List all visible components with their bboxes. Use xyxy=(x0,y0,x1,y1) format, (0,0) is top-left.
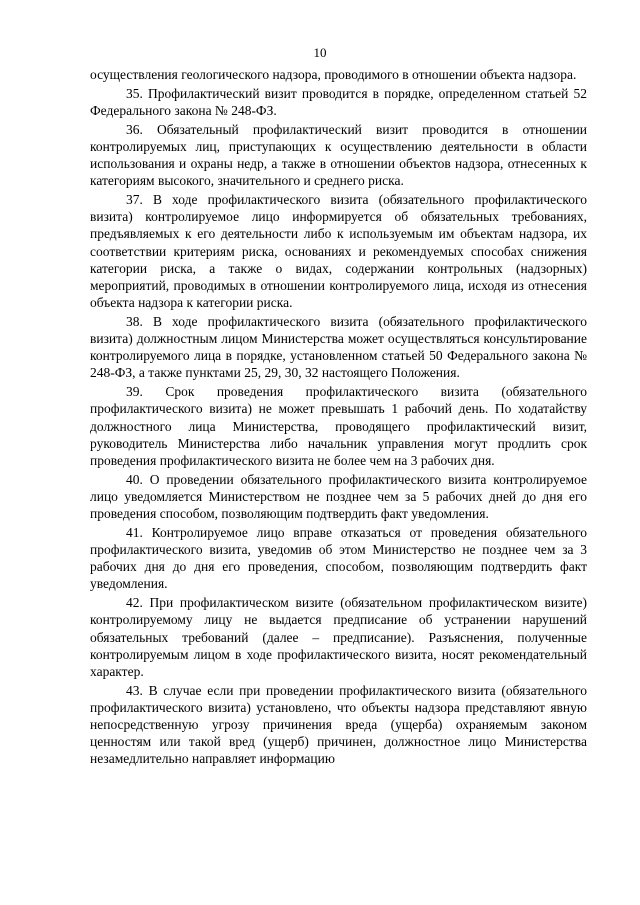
paragraph-continuation: осуществления геологического надзора, проводимого в отношении объекта надзора. xyxy=(90,67,577,82)
paragraph-36: 36. Обязательный профилактический визит проводится в отношении контролируемых лиц, приступающих к осуществлению деятельности в области использования и охраны недр, а также в отношении объектов надзора, отнесенных к категориям высокого, значительного и среднего риска. xyxy=(90,121,587,189)
paragraph-39: 39. Срок проведения профилактического визита (обязательного профилактического визита) не может превышать 1 рабочий день. По ходатайству должностного лица Министерства, проводящего профилактический визит, руководитель Министерства либо начальник управления могут продлить срок проведения профилактического визита не более чем на 3 рабочих дня. xyxy=(90,384,587,468)
paragraph-35: 35. Профилактический визит проводится в порядке, определенном статьей 52 Федерального закона № 248-ФЗ. xyxy=(90,85,587,118)
page-number: 10 xyxy=(313,45,327,60)
paragraph-40: 40. О проведении обязательного профилактического визита контролируемое лицо уведомляется Министерством не позднее чем за 5 рабочих дней до дня его проведения способом, позволяющим подтвердить факт уведомления. xyxy=(90,471,587,522)
paragraph-42: 42. При профилактическом визите (обязательном профилактическом визите) контролируемому лицу не выдается предписание об устранении нарушений обязательных требований (далее – предписание). Разъяснения, полученные контролируемым лицом в ходе профилактического визита, носят рекомендательный характер. xyxy=(90,595,587,679)
paragraph-37: 37. В ходе профилактического визита (обязательного профилактического визита) контролируемое лицо информируется об обязательных требованиях, предъявляемых к его деятельности либо к используемым им объектам надзора, их соответствии критериям риска, основаниях и рекомендуемых способах снижения категории риска, а также о видах, содержании контрольных (надзорных) мероприятий, проводимых в отношении контролируемого лица, исходя из отнесения объекта надзора к категории риска. xyxy=(90,191,587,311)
paragraph-41: 41. Контролируемое лицо вправе отказаться от проведения обязательного профилактического визита, уведомив об этом Министерство не позднее чем за 3 рабочих дня до дня его проведения, способом, позволяющим подтвердить факт уведомления. xyxy=(90,524,587,592)
paragraph-43: 43. В случае если при проведении профилактического визита (обязательного профилактического визита) установлено, что объекты надзора представляют явную непосредственную угрозу причинения вреда (ущерба) охраняемым законом ценностям или такой вред (ущерб) причинен, должностное лицо Министерства незамедлительно направляет информацию xyxy=(90,682,587,767)
document-body xyxy=(90,66,587,769)
paragraph-38: 38. В ходе профилактического визита (обязательного профилактического визита) должностным лицом Министерства может осуществляться консультирование контролируемого лица в порядке, установленном статьей 50 Федерального закона № 248-ФЗ, а также пунктами 25, 29, 30, 32 настоящего Положения. xyxy=(90,313,587,381)
